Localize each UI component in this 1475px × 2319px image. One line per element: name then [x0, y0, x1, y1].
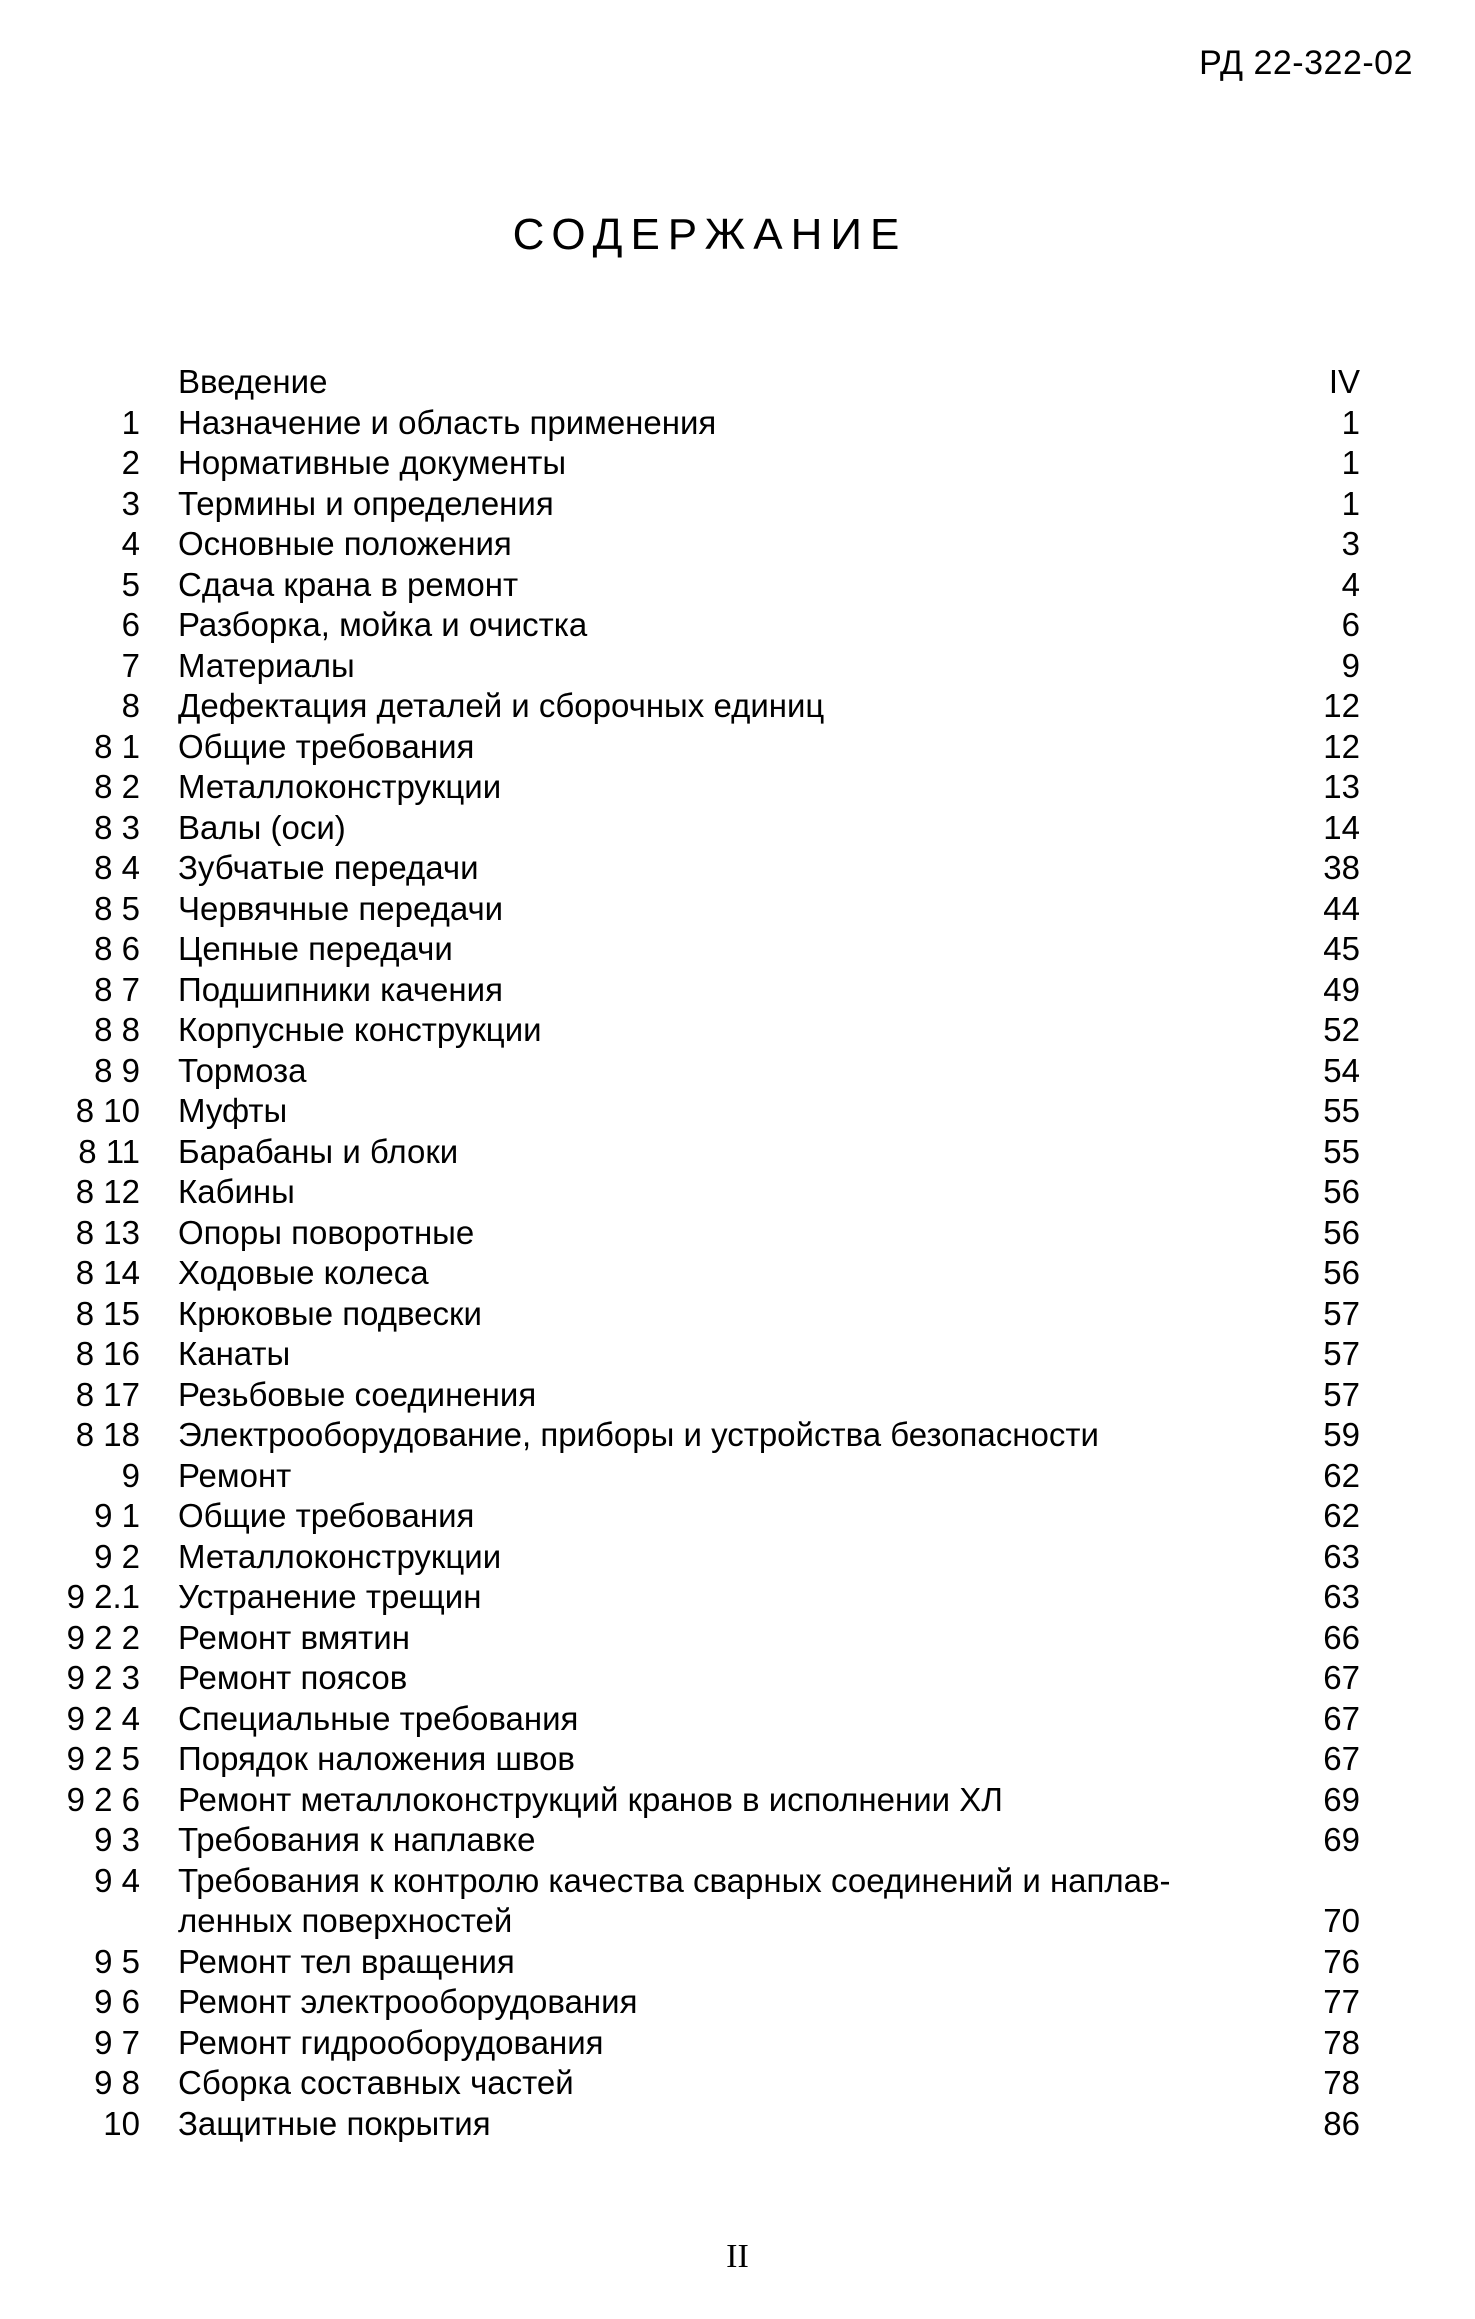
toc-entry-page: 57: [1323, 1335, 1360, 1372]
toc-entry-page: 56: [1323, 1254, 1360, 1291]
toc-entry-page: 67: [1323, 1699, 1360, 1737]
toc-entry-number: 1: [121, 403, 140, 441]
toc-entry-number: 8 16: [75, 1335, 140, 1372]
toc-entry-number: 9 5: [94, 1942, 140, 1980]
toc-entry-title: Порядок наложения швов: [178, 1740, 575, 1777]
toc-entry-title: Специальные требования: [178, 1699, 579, 1737]
toc-entry-page: 69: [1323, 1780, 1360, 1818]
toc-entry: [40, 1010, 1360, 1051]
toc-entry-number: 9 4: [94, 1861, 140, 1899]
toc-entry-title: Сдача крана в ремонт: [178, 565, 519, 603]
toc-entry-page: 44: [1323, 889, 1360, 927]
toc-entry-page: 6: [1341, 606, 1360, 643]
toc-entry: [40, 1658, 1360, 1699]
toc-entry-page: 55: [1323, 1132, 1360, 1170]
toc-entry-page: 69: [1323, 1821, 1360, 1858]
toc-entry-number: 8: [121, 687, 140, 724]
toc-entry-number: 10: [103, 2104, 140, 2142]
toc-entry-title: Назначение и область применения: [178, 403, 717, 441]
toc-entry: [40, 403, 1360, 444]
toc-entry: [40, 362, 1360, 403]
toc-entry-page: 67: [1323, 1659, 1360, 1696]
toc-entry-number: 6: [121, 606, 140, 643]
toc-entry-page: 56: [1323, 1213, 1360, 1251]
toc-entry-number: 9 2 4: [66, 1699, 140, 1737]
toc-entry-number: 8 18: [75, 1416, 140, 1453]
toc-entry: [40, 1415, 1360, 1456]
toc-entry-page: 70: [1323, 1902, 1360, 1939]
toc-entry: [40, 565, 1360, 606]
toc-entry-page: 63: [1323, 1537, 1360, 1575]
toc-entry-title: Ходовые колеса: [178, 1254, 429, 1291]
toc-entry-number: 9 2: [94, 1537, 140, 1575]
toc-entry: [40, 2063, 1360, 2104]
toc-entry-title: Подшипники качения: [178, 970, 503, 1008]
toc-entry-title: Ремонт поясов: [178, 1659, 408, 1696]
toc-entry-title: Валы (оси): [178, 808, 346, 846]
toc-entry-number: 2: [121, 444, 140, 481]
toc-entry-number: 8 12: [75, 1173, 140, 1210]
toc-entry-title: Защитные покрытия: [178, 2104, 491, 2142]
toc-entry-page: 78: [1323, 2023, 1360, 2061]
toc-entry-title: Электрооборудование, приборы и устройства безопасности: [178, 1416, 1099, 1453]
toc-entry-page: 62: [1323, 1456, 1360, 1494]
toc-entry-number: 9: [121, 1456, 140, 1494]
toc-entry-page: 12: [1323, 727, 1360, 765]
toc-entry-number: 8 1: [94, 727, 140, 765]
toc-entry-page: 77: [1323, 1983, 1360, 2020]
toc-entry: [40, 1739, 1360, 1780]
toc-entry-page: 63: [1323, 1578, 1360, 1615]
toc-entry: [40, 1618, 1360, 1659]
toc-entry: [40, 1699, 1360, 1740]
toc-entry: [40, 1375, 1360, 1416]
toc-entry-number: 9 3: [94, 1821, 140, 1858]
toc-entry: [40, 1780, 1360, 1821]
toc-entry-title: Ремонт металлоконструкций кранов в исполнении ХЛ: [178, 1780, 1003, 1818]
toc-entry-title: Устранение трещин: [178, 1578, 482, 1615]
toc-entry-title: Зубчатые передачи: [178, 849, 479, 886]
toc-entry-title: Опоры поворотные: [178, 1213, 475, 1251]
toc-entry-page: 49: [1323, 970, 1360, 1008]
toc-entry: [40, 1942, 1360, 1983]
toc-entry-title: Металлоконструкции: [178, 768, 502, 805]
toc-entry-page: 56: [1323, 1173, 1360, 1210]
toc-entry-page: 3: [1341, 525, 1360, 562]
page-number: II: [726, 2238, 749, 2275]
toc-entry-title: Нормативные документы: [178, 444, 567, 481]
toc-entry-page: 67: [1323, 1740, 1360, 1777]
toc-entry-title: Основные положения: [178, 525, 512, 562]
toc-entry: [40, 686, 1360, 727]
toc-entry-number: 9 8: [94, 2064, 140, 2101]
toc-entry-title: Термины и определения: [178, 484, 554, 522]
toc-entry-number: 8 10: [75, 1092, 140, 1129]
toc-entry-page: 14: [1323, 808, 1360, 846]
toc-entry-number: 9 1: [94, 1497, 140, 1534]
toc-entry-title: Кабины: [178, 1173, 295, 1210]
toc-entry-page: 13: [1323, 768, 1360, 805]
toc-entry-page: 1: [1341, 444, 1360, 481]
toc-entry: [40, 2023, 1360, 2064]
toc-entry: [40, 1132, 1360, 1173]
toc-entry: [40, 484, 1360, 525]
toc-entry: [40, 1051, 1360, 1092]
toc-entry-number: 8 3: [94, 808, 140, 846]
toc-entry: [40, 929, 1360, 970]
toc-entry-page: 86: [1323, 2104, 1360, 2142]
toc-entry-page: 57: [1323, 1294, 1360, 1332]
toc-entry-page: IV: [1328, 363, 1360, 400]
toc-entry: [40, 2104, 1360, 2145]
toc-entry: [40, 808, 1360, 849]
toc-entry-number: 8 13: [75, 1213, 140, 1251]
toc-entry-page: 1: [1341, 484, 1360, 522]
toc-entry-number: 9 6: [94, 1983, 140, 2020]
toc-entry-title: Муфты: [178, 1092, 288, 1129]
toc-entry-page: 62: [1323, 1497, 1360, 1534]
toc-entry-title: Ремонт электрооборудования: [178, 1983, 638, 2020]
toc-entry: [40, 1496, 1360, 1537]
toc-entry-number: 8 4: [94, 849, 140, 886]
toc-entry-page: 4: [1341, 565, 1360, 603]
toc-entry: [40, 1820, 1360, 1861]
toc-entry-title: Разборка, мойка и очистка: [178, 606, 588, 643]
document-code: РД 22-322-02: [1199, 44, 1413, 82]
toc-entry: [40, 1253, 1360, 1294]
toc-entry: [40, 1091, 1360, 1132]
table-of-contents: [40, 362, 1360, 2144]
toc-entry-title: Дефектация деталей и сборочных единиц: [178, 687, 825, 724]
toc-entry: [40, 970, 1360, 1011]
toc-entry-title: Общие требования: [178, 727, 475, 765]
toc-entry-page: 59: [1323, 1416, 1360, 1453]
toc-entry-title: Металлоконструкции: [178, 1537, 502, 1575]
toc-entry: [40, 524, 1360, 565]
toc-entry-number: 8 7: [94, 970, 140, 1008]
toc-entry-number: 8 5: [94, 889, 140, 927]
toc-entry: [40, 1456, 1360, 1497]
toc-entry: [40, 1537, 1360, 1578]
toc-entry: [40, 605, 1360, 646]
toc-entry-title: Тормоза: [178, 1051, 307, 1089]
toc-entry-title: Требования к наплавке: [178, 1821, 536, 1858]
toc-entry-title: Канаты: [178, 1335, 291, 1372]
toc-entry: [40, 1982, 1360, 2023]
toc-entry-number: 9 2.1: [66, 1578, 140, 1615]
toc-entry: [40, 767, 1360, 808]
toc-entry: [40, 889, 1360, 930]
toc-entry-title: Ремонт гидрооборудования: [178, 2023, 604, 2061]
toc-entry-number: 7: [121, 646, 140, 684]
toc-entry-title: Цепные передачи: [178, 930, 453, 967]
toc-entry-page: 66: [1323, 1618, 1360, 1656]
toc-entry-number: 9 2 6: [66, 1780, 140, 1818]
toc-entry-number: 8 9: [94, 1051, 140, 1089]
toc-entry-number: 8 6: [94, 930, 140, 967]
toc-entry-title: Сборка составных частей: [178, 2064, 574, 2101]
toc-entry-title: Материалы: [178, 646, 355, 684]
toc-entry: [40, 646, 1360, 687]
toc-entry-title: Требования к контролю качества сварных соединений и наплав- ленных поверхностей: [178, 1861, 1171, 1939]
toc-entry: [40, 727, 1360, 768]
toc-entry-number: 9 2 3: [66, 1659, 140, 1696]
toc-entry-number: 8 8: [94, 1011, 140, 1048]
toc-entry-page: 12: [1323, 687, 1360, 724]
page-title: СОДЕРЖАНИЕ: [512, 210, 908, 259]
toc-entry-number: 9 2 5: [66, 1740, 140, 1777]
toc-entry: [40, 443, 1360, 484]
toc-entry: [40, 1213, 1360, 1254]
toc-entry-page: 45: [1323, 930, 1360, 967]
toc-entry: [40, 1294, 1360, 1335]
toc-entry-title: Ремонт вмятин: [178, 1618, 410, 1656]
toc-entry-page: 78: [1323, 2064, 1360, 2101]
toc-entry-title: Ремонт: [178, 1456, 292, 1494]
toc-entry-number: 3: [121, 484, 140, 522]
toc-entry-number: 5: [121, 565, 140, 603]
toc-entry-title: Ремонт тел вращения: [178, 1942, 515, 1980]
toc-entry-page: 54: [1323, 1051, 1360, 1089]
toc-entry-page: 1: [1341, 403, 1360, 441]
toc-entry-number: 8 17: [75, 1375, 140, 1413]
toc-entry: [40, 1172, 1360, 1213]
toc-entry: [40, 848, 1360, 889]
toc-entry-number: 9 2 2: [66, 1618, 140, 1656]
toc-entry-number: 9 7: [94, 2023, 140, 2061]
toc-entry-number: 8 2: [94, 768, 140, 805]
toc-entry: [40, 1577, 1360, 1618]
toc-entry-number: 4: [121, 525, 140, 562]
toc-entry-title: Барабаны и блоки: [178, 1132, 459, 1170]
toc-entry-page: 9: [1341, 646, 1360, 684]
toc-entry-title: Корпусные конструкции: [178, 1011, 542, 1048]
toc-entry-title: Крюковые подвески: [178, 1294, 482, 1332]
toc-entry-number: 8 11: [78, 1132, 140, 1170]
toc-entry-page: 57: [1323, 1375, 1360, 1413]
toc-entry-title: Резьбовые соединения: [178, 1375, 537, 1413]
toc-entry-title: Введение: [178, 363, 328, 400]
toc-entry: [40, 1334, 1360, 1375]
toc-entry-page: 38: [1323, 849, 1360, 886]
toc-entry-page: 55: [1323, 1092, 1360, 1129]
toc-entry-title: Червячные передачи: [178, 889, 504, 927]
toc-entry-number: 8 15: [75, 1294, 140, 1332]
toc-entry-title: Общие требования: [178, 1497, 475, 1534]
toc-entry-page: 52: [1323, 1011, 1360, 1048]
toc-entry: [40, 1861, 1360, 1942]
toc-entry-number: 8 14: [75, 1254, 140, 1291]
toc-entry-page: 76: [1323, 1942, 1360, 1980]
